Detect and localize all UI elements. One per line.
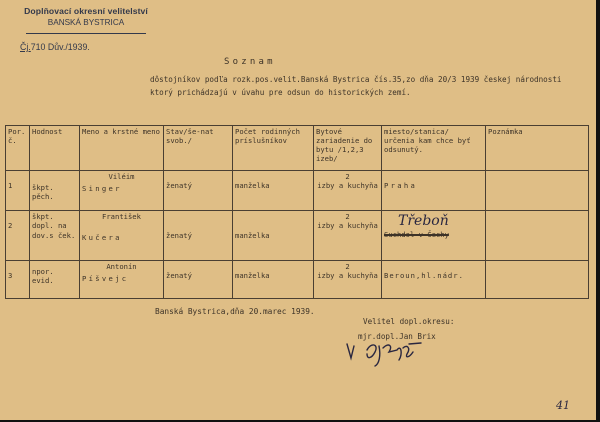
cell-bytove (314, 211, 382, 261)
header-hodnost: Hodnost (30, 126, 80, 171)
cell-por (6, 171, 30, 211)
por-value: 1 (8, 181, 13, 191)
cell-bytove (314, 171, 382, 211)
cell-miesto (382, 171, 486, 211)
bytove-text: izby a kuchyňa (317, 271, 378, 281)
header-meno: Meno a krstné meno (80, 126, 164, 171)
bytove-text: izby a kuchyňa (317, 181, 378, 191)
surname: Singer (82, 184, 122, 194)
cell-miesto (382, 261, 486, 299)
cell-poznamka (486, 211, 589, 261)
pocet-value: manželka (235, 230, 270, 240)
stav-value: ženatý (166, 271, 192, 281)
reference-value: 710 Dův./1939. (30, 42, 90, 52)
bytove-count: 2 (345, 172, 350, 181)
intro-line-1: dôstojníkov podľa rozk.pos.velit.Banská Bystrica čís.35,zo dňa 20/3 1939 českej národnosti (150, 75, 562, 84)
table-row (6, 171, 589, 211)
cell-bytove (314, 261, 382, 299)
miesto-value: Beroun,hl.nádr. (384, 271, 464, 281)
stav-value: ženatý (166, 230, 192, 240)
table-row (6, 211, 589, 261)
bytove-text: izby a kuchyňa (317, 221, 378, 231)
por-value: 3 (8, 271, 13, 281)
cell-stav (164, 261, 233, 299)
cell-miesto (382, 211, 486, 261)
cell-hodnost: škpt. pěch. (30, 171, 80, 211)
header-por: Por. č. (6, 126, 30, 171)
cell-meno (80, 171, 164, 211)
miesto-value: Praha (384, 181, 418, 191)
table-row (6, 261, 589, 299)
cell-hodnost: npor. evid. (30, 261, 80, 299)
stav-value: ženatý (166, 181, 192, 191)
surname: Kučera (82, 233, 122, 243)
place-and-date: Banská Bystrica,dňa 20.marec 1939. (155, 307, 315, 316)
commander-title: Velitel dopl.okresu: (363, 317, 455, 326)
reference-label: Čj. (20, 42, 31, 52)
cell-pocet (233, 261, 314, 299)
reference-number (20, 43, 90, 53)
commander-name: mjr.dopl.Jan Brix (358, 332, 436, 341)
cell-poznamka (486, 171, 589, 211)
stamp-line-2: BANSKÁ BYSTRICA (47, 18, 125, 27)
cell-por (6, 211, 30, 261)
pocet-value: manželka (235, 271, 270, 281)
cell-hodnost: škpt. dopl. na dov.s ček. (30, 211, 80, 261)
stamp-rule (26, 33, 146, 34)
header-miesto: miesto/stanica/ určenia kam chce byť odsunutý. (382, 126, 486, 171)
first-name: František (102, 212, 141, 221)
cell-pocet (233, 211, 314, 261)
intro-line-2: ktorý prichádzajú v úvahu pre odsun do historických zemí. (150, 88, 411, 97)
document-title: Soznam (224, 57, 276, 67)
stamp-line-1: Doplňovací okresní velitelství (24, 6, 148, 16)
bytove-count: 2 (345, 212, 350, 221)
pocet-value: manželka (235, 181, 270, 191)
handwritten-signature (345, 336, 455, 368)
table-header-row (6, 126, 589, 171)
folio-number: 41 (556, 399, 570, 412)
cell-por (6, 261, 30, 299)
first-name: Antonín (106, 262, 137, 271)
office-stamp (12, 6, 160, 27)
header-stav: Stav/še-nat svob./ (164, 126, 233, 171)
cell-poznamka (486, 261, 589, 299)
cell-meno (80, 261, 164, 299)
surname: Píšvejc (82, 274, 129, 284)
bytove-count: 2 (345, 262, 350, 271)
cell-stav (164, 211, 233, 261)
first-name: Viléim (108, 172, 135, 181)
handwritten-destination: Třeboň (398, 213, 449, 229)
cell-meno (80, 211, 164, 261)
officers-table (5, 125, 589, 299)
header-bytove: Bytové zariadenie do bytu /1,2,3 izeb/ (314, 126, 382, 171)
struck-destination: Suchdol v Čechy (384, 230, 449, 240)
cell-pocet (233, 171, 314, 211)
cell-stav (164, 171, 233, 211)
por-value: 2 (8, 221, 13, 231)
header-poznamka: Poznámka (486, 126, 589, 171)
header-pocet: Počet rodinných príslušníkov (233, 126, 314, 171)
